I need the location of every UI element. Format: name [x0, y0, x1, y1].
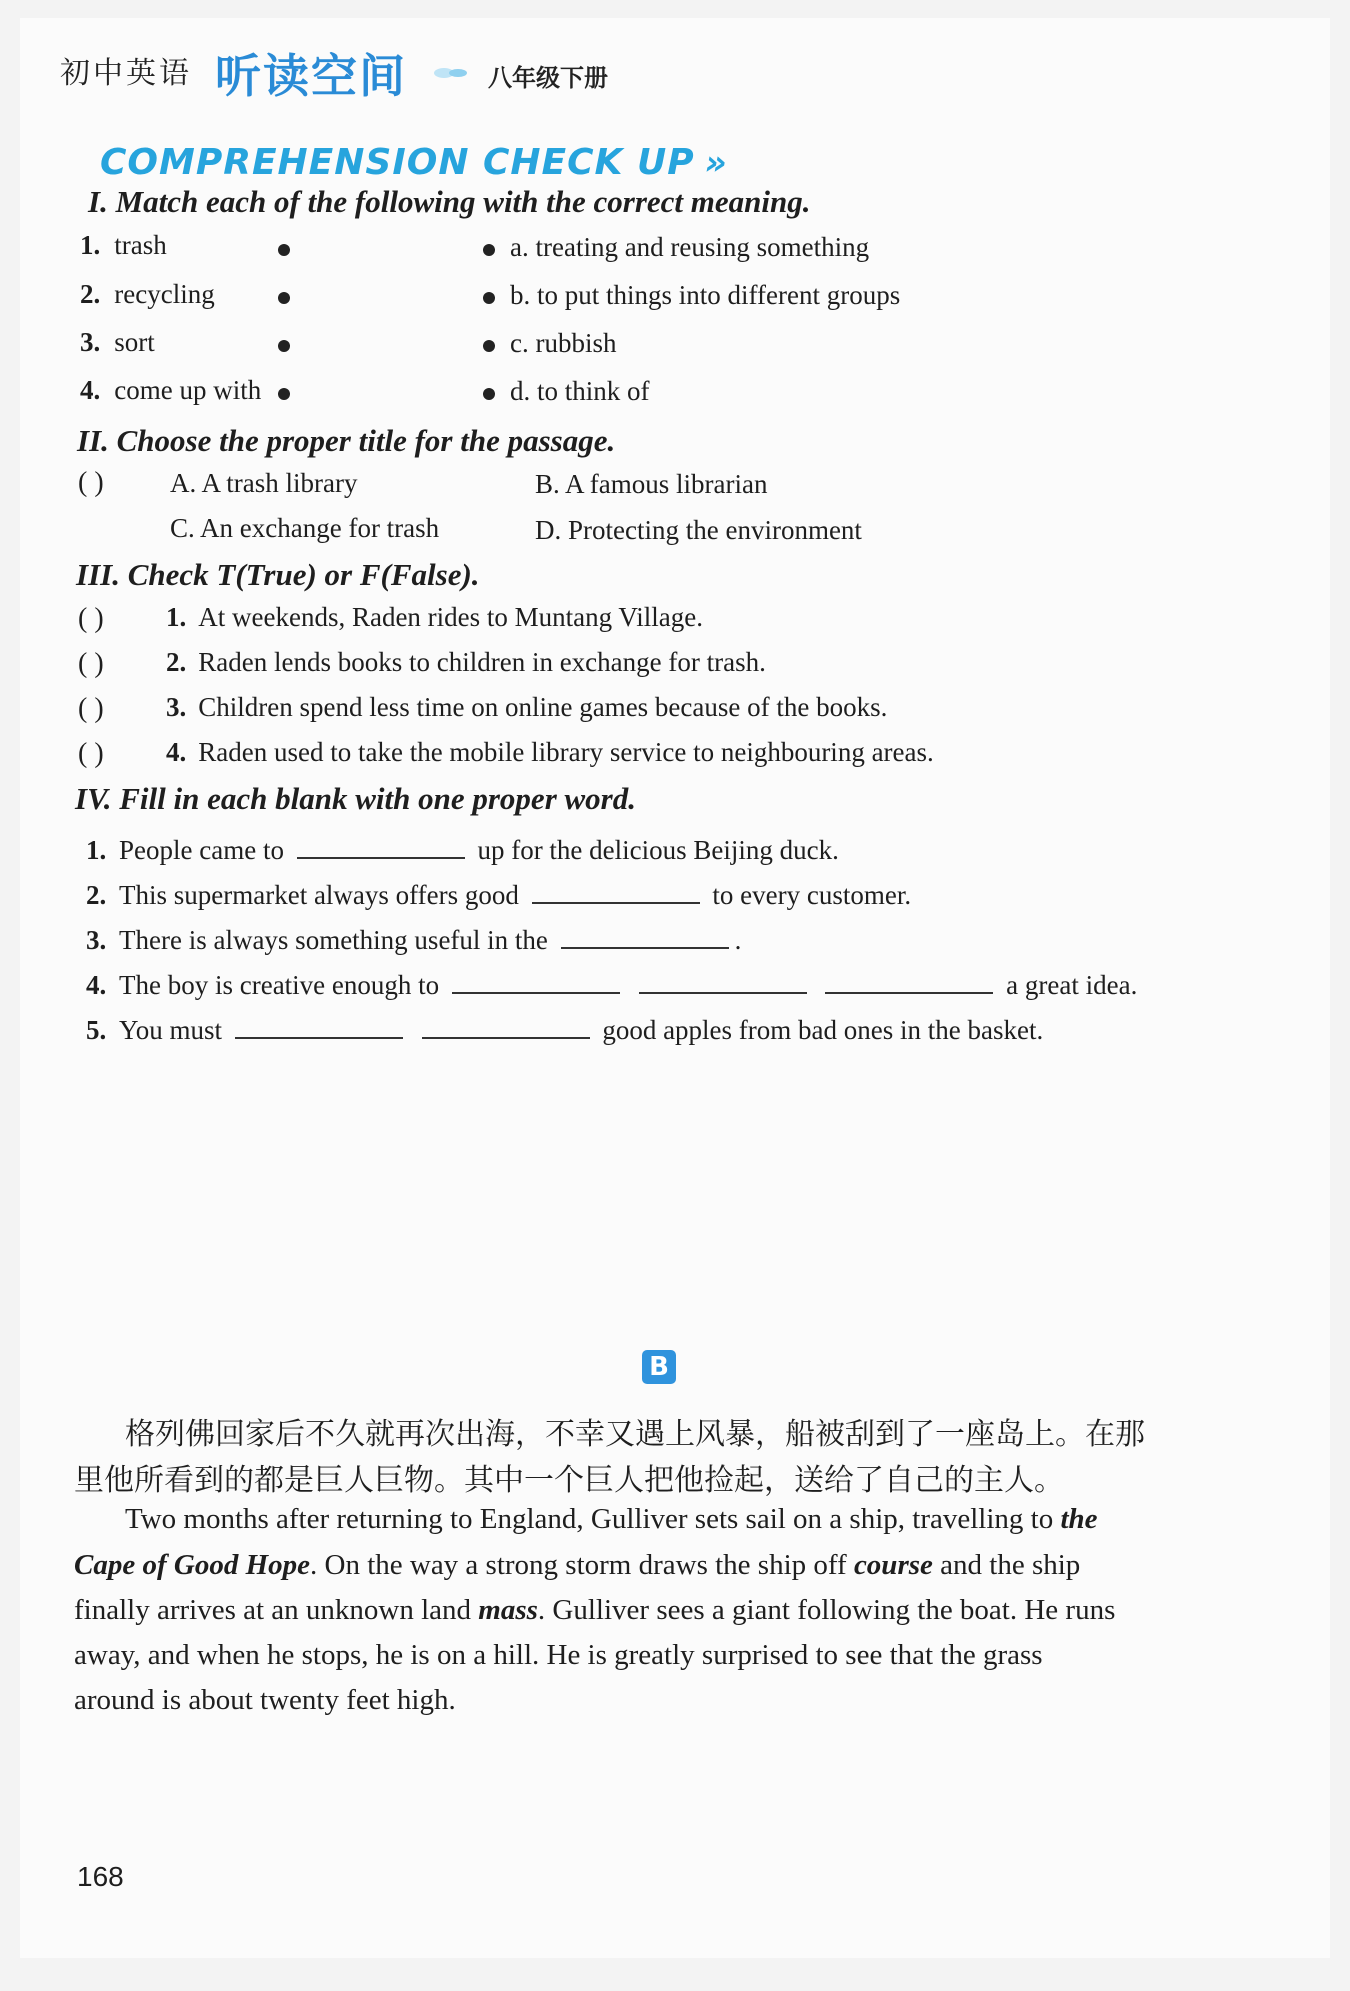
meaning-d: d. to think of: [510, 376, 650, 406]
match-word-2: [80, 279, 215, 310]
part2-heading: II. Choose the proper title for the passage.: [77, 423, 616, 458]
sentence-end: a great idea.: [1006, 970, 1138, 1000]
item-number: 1.: [86, 835, 107, 865]
statement-text: Children spend less time on online games because of the books.: [198, 692, 888, 722]
passage-line-4: away, and when he stops, he is on a hill. He is greatly surprised to see that the grass: [74, 1639, 1043, 1671]
item-number: 4.: [86, 970, 107, 1000]
match-dot-left-3[interactable]: [278, 340, 290, 352]
item-number: 3.: [166, 692, 187, 722]
match-dot-right-d[interactable]: [483, 388, 495, 400]
part4-heading: IV. Fill in each blank with one proper word.: [75, 781, 636, 816]
sentence-end: good apples from bad ones in the basket.: [602, 1015, 1044, 1045]
answer-blank[interactable]: [452, 962, 620, 994]
item-number: 3.: [86, 925, 107, 955]
match-word-3: [80, 327, 155, 358]
answer-blank[interactable]: [422, 1007, 590, 1039]
brand-logo: 听读空间: [215, 49, 407, 103]
tf-item-4: [166, 737, 934, 768]
tf-item-1: [166, 602, 703, 633]
item-number: 1.: [80, 230, 101, 260]
answer-blank[interactable]: [825, 962, 993, 994]
answer-bracket[interactable]: ( ): [78, 603, 104, 634]
tf-item-3: [166, 692, 887, 723]
answer-blank[interactable]: [235, 1007, 403, 1039]
sentence-start: The boy is creative enough to: [119, 970, 440, 1000]
meaning-a: a. treating and reusing something: [510, 232, 870, 262]
match-dot-left-4[interactable]: [278, 388, 290, 400]
item-number: 5.: [86, 1015, 107, 1045]
statement-text: Raden lends books to children in exchange for trash.: [198, 647, 766, 677]
answer-blank[interactable]: [561, 917, 729, 949]
textbook-page: [20, 18, 1330, 1958]
item-number: 3.: [80, 327, 101, 357]
fill-item-4: [86, 962, 1137, 1001]
item-number: 1.: [166, 602, 187, 632]
item-number: 4.: [80, 375, 101, 405]
wave-icon: [432, 66, 470, 80]
fill-item-3: [86, 917, 741, 956]
word-text: sort: [114, 327, 155, 357]
emphasis-text: Cape of Good Hope: [74, 1549, 310, 1581]
passage-line-5: around is about twenty feet high.: [74, 1684, 456, 1716]
item-number: 2.: [166, 647, 187, 677]
vocab-word: course: [853, 1549, 933, 1581]
answer-blank[interactable]: [639, 962, 807, 994]
option-b[interactable]: B. A famous librarian: [535, 469, 768, 499]
passage-line-3: [74, 1594, 1115, 1627]
passage-text: . Gulliver sees a giant following the boat. He runs: [537, 1594, 1116, 1626]
statement-text: Raden used to take the mobile library service to neighbouring areas.: [198, 737, 934, 767]
answer-bracket[interactable]: ( ): [78, 648, 104, 679]
fill-item-2: [86, 872, 911, 911]
fill-item-5: [86, 1007, 1043, 1046]
series-title: 初中英语: [60, 56, 192, 91]
part1-heading: I. Match each of the following with the correct meaning.: [88, 184, 811, 219]
match-dot-right-c[interactable]: [483, 340, 495, 352]
word-text: trash: [114, 230, 167, 260]
part3-heading: III. Check T(True) or F(False).: [76, 557, 480, 592]
sentence-start: There is always something useful in the: [119, 925, 548, 955]
match-word-4: [80, 375, 261, 406]
match-dot-right-a[interactable]: [483, 244, 495, 256]
statement-text: At weekends, Raden rides to Muntang Village.: [198, 602, 704, 632]
item-number: 4.: [166, 737, 187, 767]
sentence-end: .: [734, 925, 742, 955]
passage-line-2: [74, 1549, 1080, 1582]
item-number: 2.: [80, 279, 101, 309]
double-arrow-icon: »: [704, 143, 728, 183]
passage-text: . On the way a strong storm draws the ship off: [310, 1549, 847, 1581]
section-b-badge: B: [642, 1350, 676, 1384]
sentence-start: This supermarket always offers good: [119, 880, 519, 910]
chinese-summary-line-1: 格列佛回家后不久就再次出海，不幸又遇上风暴，船被刮到了一座岛上。在那: [125, 1417, 1145, 1452]
answer-bracket[interactable]: ( ): [78, 738, 104, 769]
item-number: 2.: [86, 880, 107, 910]
option-d[interactable]: D. Protecting the environment: [535, 515, 862, 545]
answer-bracket[interactable]: ( ): [78, 467, 104, 498]
word-text: recycling: [114, 279, 215, 309]
sentence-start: People came to: [119, 835, 284, 865]
match-word-1: [80, 230, 167, 261]
fill-item-1: [86, 827, 839, 866]
chinese-summary-line-2: 里他所看到的都是巨人巨物。其中一个巨人把他捡起，送给了自己的主人。: [74, 1463, 1064, 1498]
match-dot-left-1[interactable]: [278, 244, 290, 256]
meaning-b: b. to put things into different groups: [510, 280, 901, 310]
match-dot-left-2[interactable]: [278, 292, 290, 304]
sentence-end: up for the delicious Beijing duck.: [477, 835, 839, 865]
option-c[interactable]: C. An exchange for trash: [170, 513, 440, 543]
answer-blank[interactable]: [532, 872, 700, 904]
answer-bracket[interactable]: ( ): [78, 693, 104, 724]
passage-text: and the ship: [940, 1549, 1081, 1581]
section-title: COMPREHENSION CHECK UP »: [100, 142, 728, 183]
sentence-start: You must: [119, 1015, 223, 1045]
emphasis-text: the: [1060, 1503, 1098, 1535]
tf-item-2: [166, 647, 766, 678]
passage-text: finally arrives at an unknown land: [74, 1594, 472, 1626]
answer-blank[interactable]: [297, 827, 465, 859]
vocab-word: mass: [478, 1594, 538, 1626]
word-text: come up with: [114, 375, 262, 405]
meaning-c: c. rubbish: [510, 328, 617, 358]
option-a[interactable]: A. A trash library: [170, 468, 358, 498]
passage-text: Two months after returning to England, Gulliver sets sail on a ship, travelling to: [125, 1503, 1054, 1535]
passage-line-1: [125, 1503, 1098, 1536]
sentence-end: to every customer.: [712, 880, 912, 910]
match-dot-right-b[interactable]: [483, 292, 495, 304]
page-number: 168: [77, 1861, 124, 1892]
grade-label: 八年级下册: [488, 64, 608, 92]
